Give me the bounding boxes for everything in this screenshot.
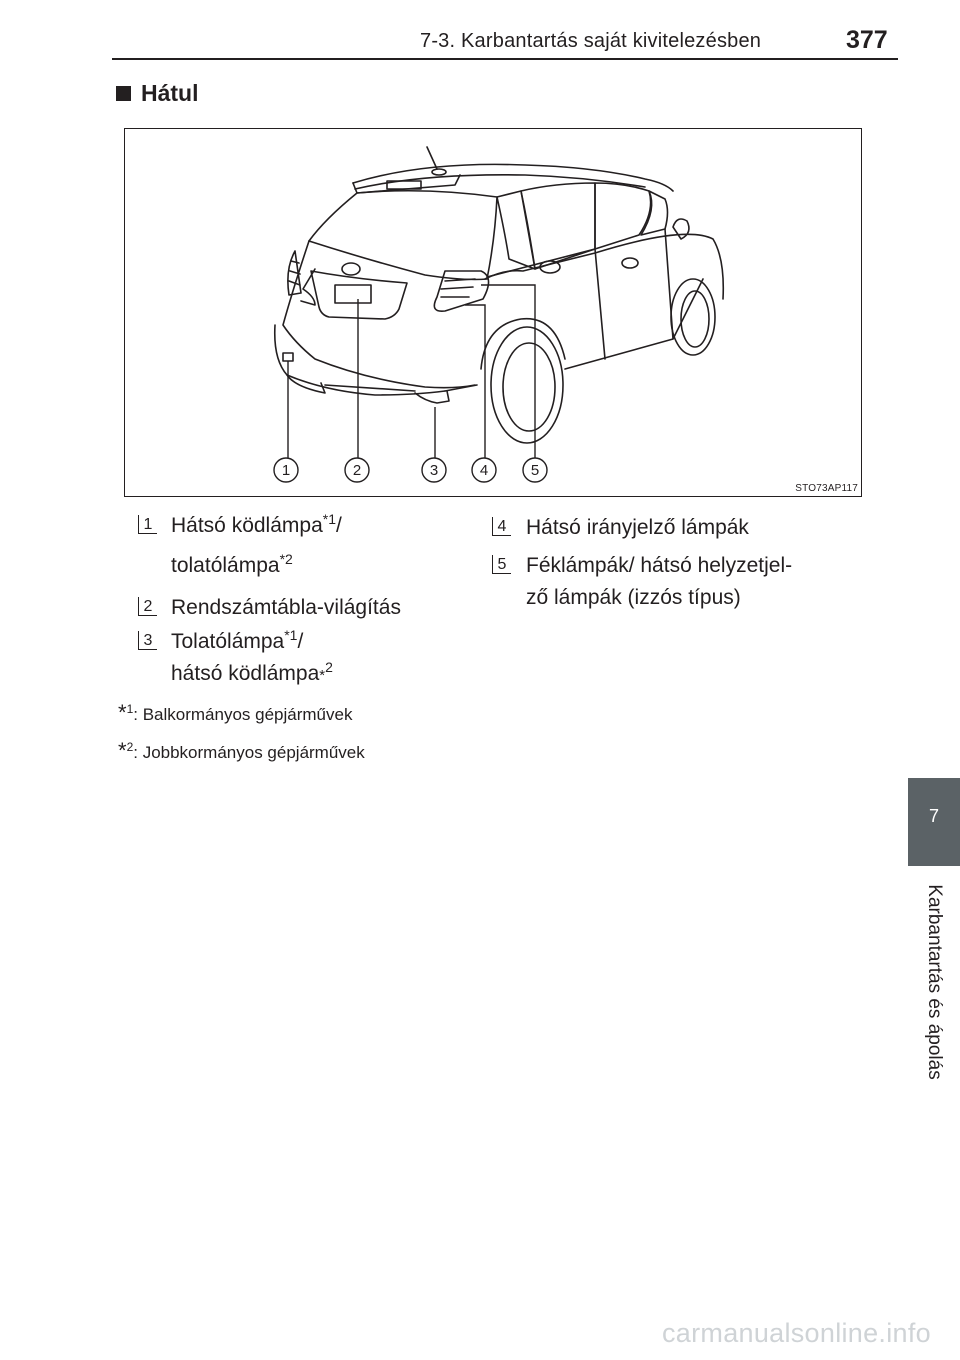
legend-1-text-a: Hátsó ködlámpa bbox=[171, 514, 323, 537]
callout-1: 1 bbox=[281, 462, 291, 479]
legend-text-3b bbox=[171, 658, 333, 692]
footnote-1 bbox=[118, 700, 352, 726]
legend-text-1a bbox=[171, 510, 342, 542]
legend-1-sup-b: *2 bbox=[279, 551, 293, 567]
legend-3-text-b: hátsó ködlámpa bbox=[171, 662, 320, 685]
legend-3-star-b: * bbox=[319, 667, 326, 684]
legend-text-3a bbox=[171, 626, 303, 658]
figure-code: STO73AP117 bbox=[795, 483, 858, 494]
footnote-2 bbox=[118, 738, 365, 764]
legend-item-2 bbox=[138, 592, 458, 624]
footnote-2-text: : Jobbkormányos gépjárművek bbox=[133, 743, 365, 762]
legend-number-5: 5 bbox=[492, 555, 511, 574]
antenna bbox=[427, 147, 437, 169]
chapter-tab[interactable] bbox=[908, 778, 960, 866]
legend-text-5b: ző lámpák (izzós típus) bbox=[526, 586, 741, 609]
legend-3-sup-b: 2 bbox=[325, 659, 333, 675]
legend-number-2: 2 bbox=[138, 597, 157, 616]
legend-item-5 bbox=[492, 550, 872, 614]
legend-number-4: 4 bbox=[492, 517, 511, 536]
callout-4: 4 bbox=[479, 462, 489, 479]
legend-text-5a: Féklámpák/ hátsó helyzetjel- bbox=[526, 554, 793, 577]
legend-text-2: Rendszámtábla-világítás bbox=[171, 596, 401, 619]
footnote-1-star: * bbox=[118, 700, 127, 725]
chapter-title-vertical: Karbantartás és ápolás bbox=[924, 884, 945, 1080]
footnote-2-star: * bbox=[118, 738, 127, 763]
callout-3: 3 bbox=[429, 462, 439, 479]
square-bullet-icon bbox=[116, 86, 131, 101]
chapter-number: 7 bbox=[928, 806, 939, 826]
legend-1-sup-a: *1 bbox=[322, 511, 336, 527]
footnote-2-sup: 2 bbox=[126, 740, 134, 754]
legend-3-slash: / bbox=[297, 630, 304, 653]
legend-item-3 bbox=[138, 626, 458, 690]
section-heading bbox=[116, 80, 199, 107]
footnote-1-sup: 1 bbox=[126, 702, 134, 716]
car-rear-illustration bbox=[124, 128, 862, 497]
legend-text-1b bbox=[171, 550, 293, 582]
legend-item-4 bbox=[492, 512, 872, 544]
running-header-section-title: 7-3. Karbantartás saját kivitelezésben bbox=[420, 30, 762, 52]
legend-3-text-a: Tolatólámpa bbox=[171, 630, 285, 653]
page-number: 377 bbox=[846, 26, 888, 54]
legend-number-1: 1 bbox=[138, 515, 157, 534]
callout-2: 2 bbox=[352, 462, 362, 479]
car-rear-drawing bbox=[125, 129, 861, 496]
legend-3-sup-a: *1 bbox=[284, 627, 298, 643]
legend-1-text-b: tolatólámpa bbox=[171, 554, 280, 577]
legend-1-slash: / bbox=[335, 514, 342, 537]
legend-item-1 bbox=[138, 510, 458, 582]
header-divider bbox=[112, 58, 898, 60]
footnote-1-text: : Balkormányos gépjárművek bbox=[133, 705, 353, 724]
section-heading-text: Hátul bbox=[141, 80, 199, 106]
legend-number-3: 3 bbox=[138, 631, 157, 650]
watermark: carmanualsonline.info bbox=[662, 1318, 931, 1348]
legend-text-4: Hátsó irányjelző lámpák bbox=[526, 516, 749, 539]
callout-5: 5 bbox=[530, 462, 540, 479]
